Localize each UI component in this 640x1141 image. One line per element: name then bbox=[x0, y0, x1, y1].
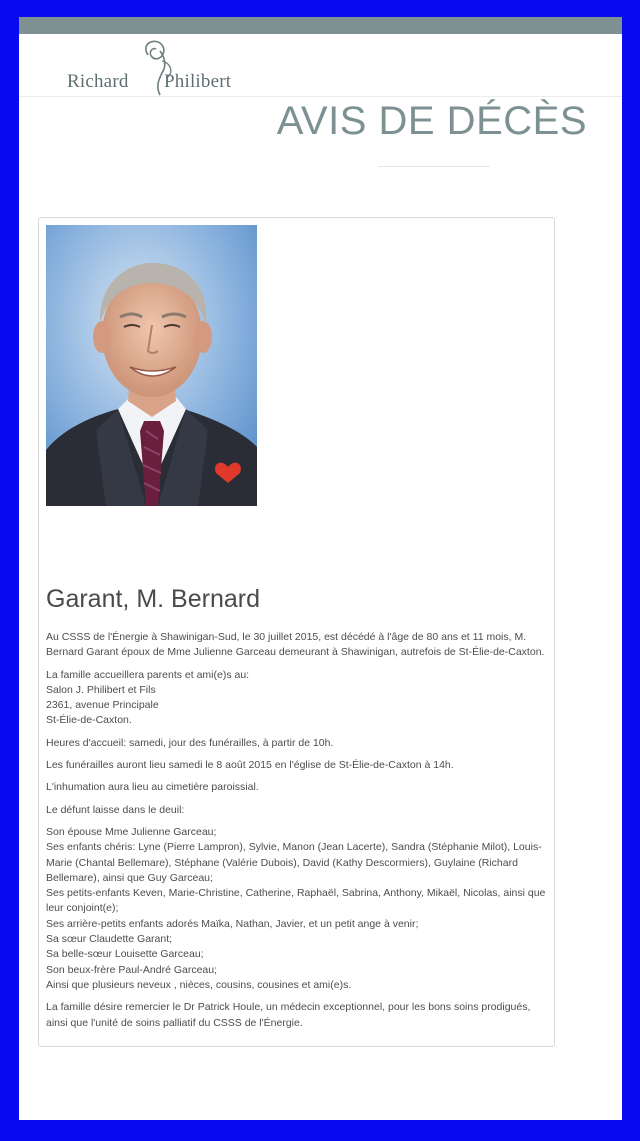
family-grandchildren: Ses petits-enfants Keven, Marie-Christine, Catherine, Raphaël, Sabrina, Anthony, Mikaël, Nicolas, ainsi que leur conjoint(e); bbox=[46, 887, 546, 915]
reception-city: St-Élie-de-Caxton. bbox=[46, 714, 132, 727]
thanks-message: La famille désire remercier le Dr Patrick Houle, un médecin exceptionnel, pour les bons soins prodigués, ainsi que l'unité de soins palliatif du CSSS de l'Énergie. bbox=[46, 1001, 531, 1029]
obituary-text bbox=[46, 630, 551, 1038]
family-sister: Sa sœur Claudette Garant; bbox=[46, 933, 173, 946]
logo-name-right: Philibert bbox=[164, 71, 232, 92]
page bbox=[19, 17, 622, 1120]
obituary-card bbox=[38, 217, 555, 1047]
visiting-hours: Heures d'accueil: samedi, jour des funérailles, à partir de 10h. bbox=[46, 736, 334, 749]
page-title: AVIS DE DÉCÈS bbox=[276, 99, 587, 143]
family-list bbox=[46, 825, 551, 993]
reception-intro: La famille accueillera parents et ami(e)s au: bbox=[46, 668, 250, 681]
logo[interactable] bbox=[66, 37, 246, 97]
family-brother-in-law: Son beux-frère Paul-André Garceau; bbox=[46, 963, 218, 976]
logo-name-left: Richard bbox=[67, 71, 129, 92]
funeral-info: Les funérailles auront lieu samedi le 8 août 2015 en l'église de St-Élie-de-Caxton à 14h. bbox=[46, 759, 454, 772]
portrait-photo bbox=[46, 225, 257, 506]
title-underline bbox=[378, 166, 490, 167]
mourning-intro: Le défunt laisse dans le deuil: bbox=[46, 803, 185, 816]
family-children: Ses enfants chéris: Lyne (Pierre Lampron), Sylvie, Manon (Jean Lacerte), Sandra (Stéphanie Milot), Louis-Marie (Chantal Bellemare), Stéphane (Valérie Dubois), David (Kathy Descormiers), Guylaine (Richard Bellemare), ainsi que Guy Garceau; bbox=[46, 841, 542, 884]
reception-place: Salon J. Philibert et Fils bbox=[46, 683, 156, 696]
deceased-name: Garant, M. Bernard bbox=[46, 585, 260, 613]
portrait-icon bbox=[46, 225, 257, 506]
reception-address: 2361, avenue Principale bbox=[46, 699, 159, 712]
family-spouse: Son épouse Mme Julienne Garceau; bbox=[46, 825, 217, 838]
reception-info bbox=[46, 668, 551, 729]
header-divider bbox=[19, 96, 622, 97]
top-bar bbox=[19, 17, 622, 34]
death-announcement: Au CSSS de l'Énergie à Shawinigan-Sud, le 30 juillet 2015, est décédé à l'âge de 80 ans et 11 mois, M. Bernard Garant époux de Mme Julienne Garceau demeurant à Shawinigan, autrefois de St-Élie-de-Caxton. bbox=[46, 631, 545, 659]
family-others: Ainsi que plusieurs neveux , nièces, cousins, cousines et ami(e)s. bbox=[46, 978, 352, 991]
family-sister-in-law: Sa belle-sœur Louisette Garceau; bbox=[46, 948, 204, 961]
family-great-grandchildren: Ses arrière-petits enfants adorés Maïka, Nathan, Javier, et un petit ange à venir; bbox=[46, 917, 419, 930]
burial-info: L'inhumation aura lieu au cimetière paroissial. bbox=[46, 781, 259, 794]
